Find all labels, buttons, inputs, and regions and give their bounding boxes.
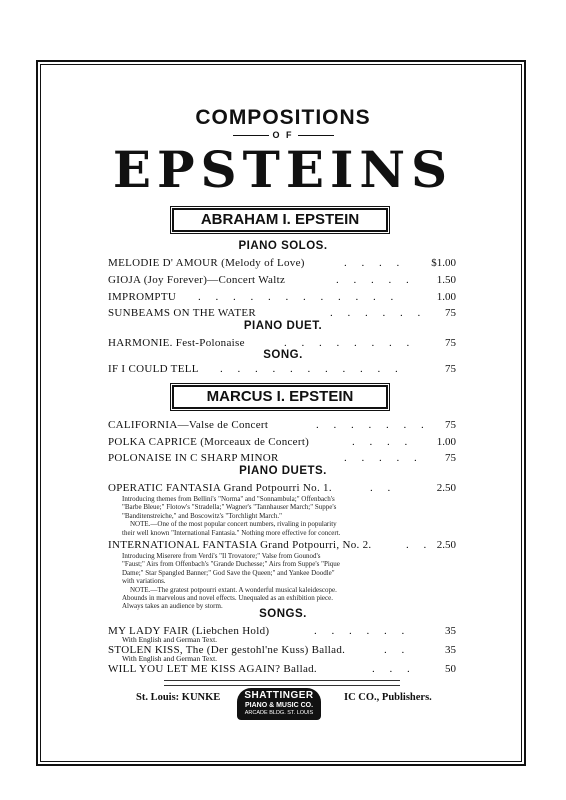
footer-divider — [164, 680, 400, 686]
list-item: POLONAISE IN C SHARP MINOR . . . . . 75 — [108, 452, 456, 464]
heading-piano-duet: PIANO DUET. — [243, 320, 323, 332]
list-item: WILL YOU LET ME KISS AGAIN? Ballad. . . . 50 — [108, 663, 456, 675]
heading-songs: SONGS. — [259, 608, 307, 620]
header-compositions: COMPOSITIONS — [195, 106, 371, 129]
heading-piano-solos: PIANO SOLOS. — [238, 240, 328, 252]
publisher-left: St. Louis: KUNKE — [136, 692, 221, 703]
list-item: POLKA CAPRICE (Morceaux de Concert) . . . . 1.00 — [108, 436, 456, 448]
duet1-description: Introducing themes from Bellini's "Norma" and "Sonnambula;" Offenbach's "Barbe Bleue;" Flotow's "Stradella;" Wagner's "Tannhauser March;" Suppe's "Banditenstreiche," and Boscowitz's "Torchlight March." NOTE.—One of the most popular concert numbers, rivaling in popularity their well known "International Fantasia." Nothing more effective for concert. — [122, 495, 341, 537]
list-item: STOLEN KISS, The (Der gestohl'ne Kuss) Ballad. . . 35 — [108, 644, 456, 656]
heading-piano-duets: PIANO DUETS. — [239, 465, 327, 477]
song-subtitle: With English and German Text. — [122, 654, 218, 663]
list-item: IF I COULD TELL . . . . . . . . . . . 75 — [108, 363, 456, 375]
publisher-right: IC CO., Publishers. — [344, 692, 432, 703]
heading-song: SONG. — [263, 349, 303, 361]
list-item: IMPROMPTU . . . . . . . . . . . . 1.00 — [108, 291, 456, 303]
list-item: CALIFORNIA—Valse de Concert . . . . . . . 75 — [108, 419, 456, 431]
composer-box-marcus: MARCUS I. EPSTEIN — [172, 385, 388, 409]
list-item: HARMONIE. Fest-Polonaise . . . . . . . . 75 — [108, 337, 456, 349]
header-of: O F — [0, 130, 566, 140]
composer-box-abraham: ABRAHAM I. EPSTEIN — [172, 208, 388, 232]
list-item: MELODIE D' AMOUR (Melody of Love) . . . . $1.00 — [108, 257, 456, 269]
list-item: OPERATIC FANTASIA Grand Potpourri No. 1. . . 2.50 — [108, 482, 456, 494]
list-item: GIOJA (Joy Forever)—Concert Waltz . . . . . 1.50 — [108, 274, 456, 286]
song-subtitle: With English and German Text. — [122, 635, 218, 644]
list-item: INTERNATIONAL FANTASIA Grand Potpourri, No. 2. . . 2.50 — [108, 539, 456, 551]
list-item: MY LADY FAIR (Liebchen Hold) . . . . . . 35 — [108, 625, 456, 637]
duet2-description: Introducing Miserere from Verdi's "Il Trovatore;" Valse from Gounod's "Faust;" Airs from Offenbach's "Grande Duchesse;" Airs from Suppe's "Pique Dame;" Star Spangled Banner;" God Save the Queen;" and Yankee Doodle" with variations. NOTE.—The gratest potpourri extant. A wonderful musical kaleidescope. Abounds in marvelous and novel effects. Unequaled as an exhibition piece. Always takes an audience by storm. — [122, 552, 340, 611]
header-epsteins: EPSTEINS — [112, 140, 454, 199]
list-item: SUNBEAMS ON THE WATER . . . . . . 75 — [108, 307, 456, 319]
dealer-stamp: SHATTINGER PIANO & MUSIC CO. ARCADE BLDG. ST. LOUIS — [237, 688, 321, 720]
